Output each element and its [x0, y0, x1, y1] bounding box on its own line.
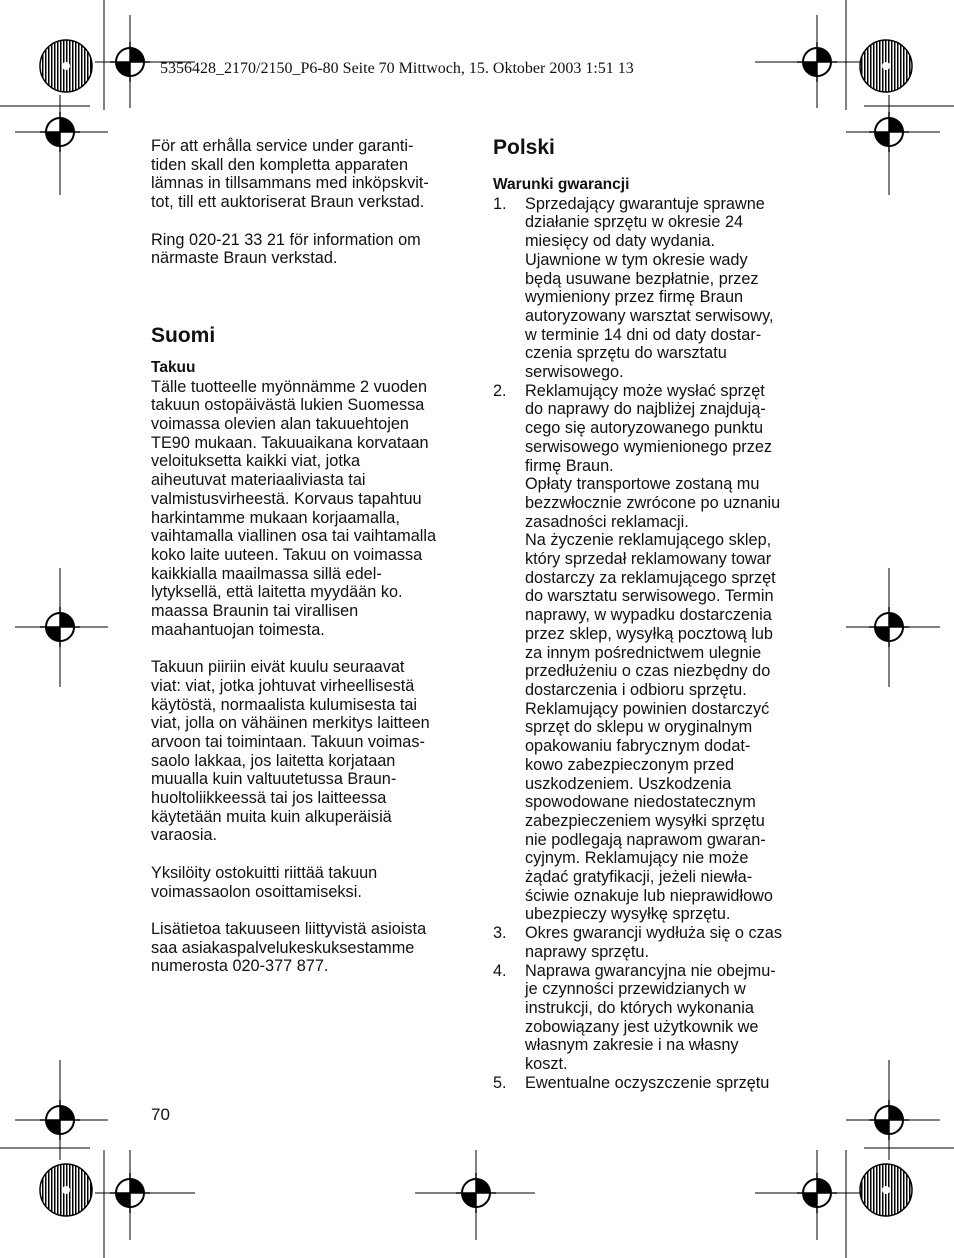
finnish-paragraph-1 — [151, 378, 471, 640]
text-line: arvoon tai toimintaan. Takuun voimas- — [151, 732, 425, 751]
text-line: viat, jolla on vähäinen merkitys laitteen — [151, 714, 430, 733]
text-line: Ujawnione w tym okresie wady — [525, 250, 748, 269]
list-item-number: 2. — [493, 381, 507, 400]
finnish-paragraph-3 — [151, 864, 471, 901]
text-line: kaikkialla maailmassa sillä edel- — [151, 564, 382, 583]
text-line: Tälle tuotteelle myönnämme 2 vuoden — [151, 377, 428, 396]
text-line: przedłużeniu o czas niezbędny do — [525, 662, 771, 681]
text-line: takuun ostopäivästä lukien Suomessa — [151, 396, 425, 415]
text-line: vaihtamalla viallinen osa tai vaihtamalla — [151, 527, 437, 546]
text-line: miesięcy od daty wydania. — [525, 232, 716, 251]
list-item-number: 4. — [493, 961, 507, 980]
text-line: cego się autoryzowanego punktu — [525, 419, 764, 438]
list-item — [493, 962, 813, 1074]
text-line: zasadności reklamacji. — [525, 512, 689, 531]
list-item-text — [525, 924, 813, 961]
text-line: dostarczy za reklamującego sprzęt — [525, 568, 776, 587]
text-line: Lisätietoa takuuseen liittyvistä asioista — [151, 919, 427, 938]
text-line: Na życzenie reklamującego sklep, — [525, 531, 772, 550]
text-line: Reklamujący powinien dostarczyć — [525, 699, 770, 718]
text-line: voimassaolon osoittamiseksi. — [151, 882, 362, 901]
text-line: huoltoliikkeessä tai jos laitteessa — [151, 789, 387, 808]
text-line: käytetään muita kuin alkuperäisiä — [151, 807, 392, 826]
list-item-number: 3. — [493, 924, 507, 943]
list-item-text — [525, 195, 813, 382]
text-line: działanie sprzętu w okresie 24 — [525, 213, 744, 232]
list-item-text — [525, 1074, 813, 1093]
text-line: Okres gwarancji wydłuża się o czas — [525, 924, 782, 943]
swedish-service-paragraph — [151, 137, 471, 212]
swedish-contact-paragraph — [151, 231, 471, 268]
text-line: Naprawa gwarancyjna nie obejmu- — [525, 961, 776, 980]
text-line: lämnas in tillsammans med inköpskvit- — [151, 174, 429, 193]
text-line: Ewentualne oczyszczenie sprzętu — [525, 1073, 770, 1092]
text-line: dostarczenia i odbioru sprzętu. — [525, 680, 747, 699]
text-line: będą usuwane bezpłatnie, przez — [525, 269, 759, 288]
text-line: koko laite uuteen. Takuu on voimassa — [151, 545, 423, 564]
text-line: naprawy, w wypadku dostarczenia — [525, 606, 772, 625]
list-item-number: 1. — [493, 194, 507, 213]
text-line: do warsztatu serwisowego. Termin — [525, 587, 774, 606]
left-column — [151, 137, 471, 976]
text-line: instrukcji, do których wykonania — [525, 998, 754, 1017]
finnish-subheading: Takuu — [151, 358, 196, 376]
finnish-paragraph-2 — [151, 658, 471, 845]
text-line: aiheutuvat materiaaliviasta tai — [151, 471, 366, 490]
text-line: uszkodzeniem. Uszkodzenia — [525, 774, 732, 793]
text-line: harkintamme mukaan korjaamalla, — [151, 508, 400, 527]
text-line: serwisowego. — [525, 363, 624, 382]
text-line: je czynności przewidzianych w — [525, 980, 746, 999]
polish-subheading: Warunki gwarancji — [493, 176, 630, 193]
text-line: Yksilöity ostokuitti riittää takuun — [151, 863, 378, 882]
finnish-paragraph-4 — [151, 920, 471, 976]
text-line: veloituksetta kaikki viat, jotka — [151, 452, 361, 471]
text-line: ubezpieczy wysyłkę sprzętu. — [525, 905, 731, 924]
text-line: maassa Braunin tai virallisen — [151, 602, 359, 621]
print-slug-header: 5356428_2170/2150_P6-80 Seite 70 Mittwoch, 15. Oktober 2003 1:51 13 — [160, 60, 634, 77]
text-line: wymieniony przez firmę Braun — [525, 288, 744, 307]
text-line: bezzwłocznie zwrócone po uznaniu — [525, 493, 781, 512]
text-line: varaosia. — [151, 826, 218, 845]
text-line: viat: viat, jotka johtuvat virheellisestä — [151, 676, 415, 695]
text-line: własnym zakresie i na własny — [525, 1036, 739, 1055]
text-line: numerosta 020-377 877. — [151, 957, 329, 976]
text-line: valmistusvirheestä. Korvaus tapahtuu — [151, 489, 422, 508]
text-line: serwisowego wymienionego przez — [525, 437, 773, 456]
text-line: TE90 mukaan. Takuuaikana korvataan — [151, 433, 429, 452]
text-line: opakowaniu fabrycznym dodat- — [525, 737, 751, 756]
text-line: do naprawy do najbliżej znajdują- — [525, 400, 766, 419]
list-item — [493, 195, 813, 382]
text-line: voimassa olevien alan takuuehtojen — [151, 415, 409, 434]
text-line: maahantuojan toimesta. — [151, 620, 325, 639]
text-line: muualla kuin valtuutetussa Braun- — [151, 770, 397, 789]
text-line: koszt. — [525, 1055, 568, 1074]
finnish-heading: Suomi — [151, 323, 216, 347]
text-line: Reklamujący może wysłać sprzęt — [525, 381, 765, 400]
text-line: który sprzedał reklamowany towar — [525, 550, 772, 569]
text-line: za innym pośrednictwem ulegnie — [525, 643, 762, 662]
list-item-text — [525, 962, 813, 1074]
text-line: Ring 020-21 33 21 för information om — [151, 230, 421, 249]
polish-heading: Polski — [493, 136, 555, 159]
text-line: cyjnym. Reklamujący nie może — [525, 849, 749, 868]
text-line: spowodowane niedostatecznym — [525, 793, 756, 812]
text-line: tot, till ett auktoriserat Braun verkstad. — [151, 193, 425, 212]
text-line: Takuun piiriin eivät kuulu seuraavat — [151, 658, 405, 677]
text-line: tiden skall den kompletta apparaten — [151, 155, 409, 174]
text-line: saolo lakkaa, jos laitetta korjataan — [151, 751, 396, 770]
text-line: naprawy sprzętu. — [525, 942, 649, 961]
text-line: zobowiązany jest użytkownik we — [525, 1017, 759, 1036]
text-line: firmę Braun. — [525, 456, 614, 475]
right-column — [493, 135, 813, 1092]
text-line: saa asiakaspalvelukeskuksestamme — [151, 938, 415, 957]
text-line: czenia sprzętu do warsztatu — [525, 344, 727, 363]
polish-warranty-list — [493, 195, 813, 1093]
text-line: ściwie oznakuje lub nieprawidłowo — [525, 886, 773, 905]
text-line: sprzęt do sklepu w oryginalnym — [525, 718, 753, 737]
text-line: kowo zabezpieczonym przed — [525, 755, 735, 774]
list-item — [493, 1074, 813, 1093]
text-line: zabezpieczeniem wysyłki sprzętu — [525, 811, 765, 830]
text-line: nie podlegają naprawom gwaran- — [525, 830, 766, 849]
list-item-text — [525, 382, 813, 924]
text-line: Opłaty transportowe zostaną mu — [525, 475, 760, 494]
text-line: För att erhålla service under garanti- — [151, 137, 414, 155]
text-line: lytyksellä, että laitetta myydään ko. — [151, 583, 403, 602]
text-line: Sprzedający gwarantuje sprawne — [525, 194, 765, 213]
list-item — [493, 382, 813, 924]
list-item-number: 5. — [493, 1073, 507, 1092]
text-line: przez sklep, wysyłką pocztową lub — [525, 624, 773, 643]
page-number: 70 — [151, 1105, 170, 1124]
text-line: käytöstä, normaalista kulumisesta tai — [151, 695, 418, 714]
text-line: w terminie 14 dni od daty dostar- — [525, 325, 762, 344]
text-line: närmaste Braun verkstad. — [151, 249, 338, 268]
text-line: żądać gratyfikacji, jeżeli niewła- — [525, 868, 753, 887]
text-line: autoryzowany warsztat serwisowy, — [525, 306, 774, 325]
list-item — [493, 924, 813, 961]
